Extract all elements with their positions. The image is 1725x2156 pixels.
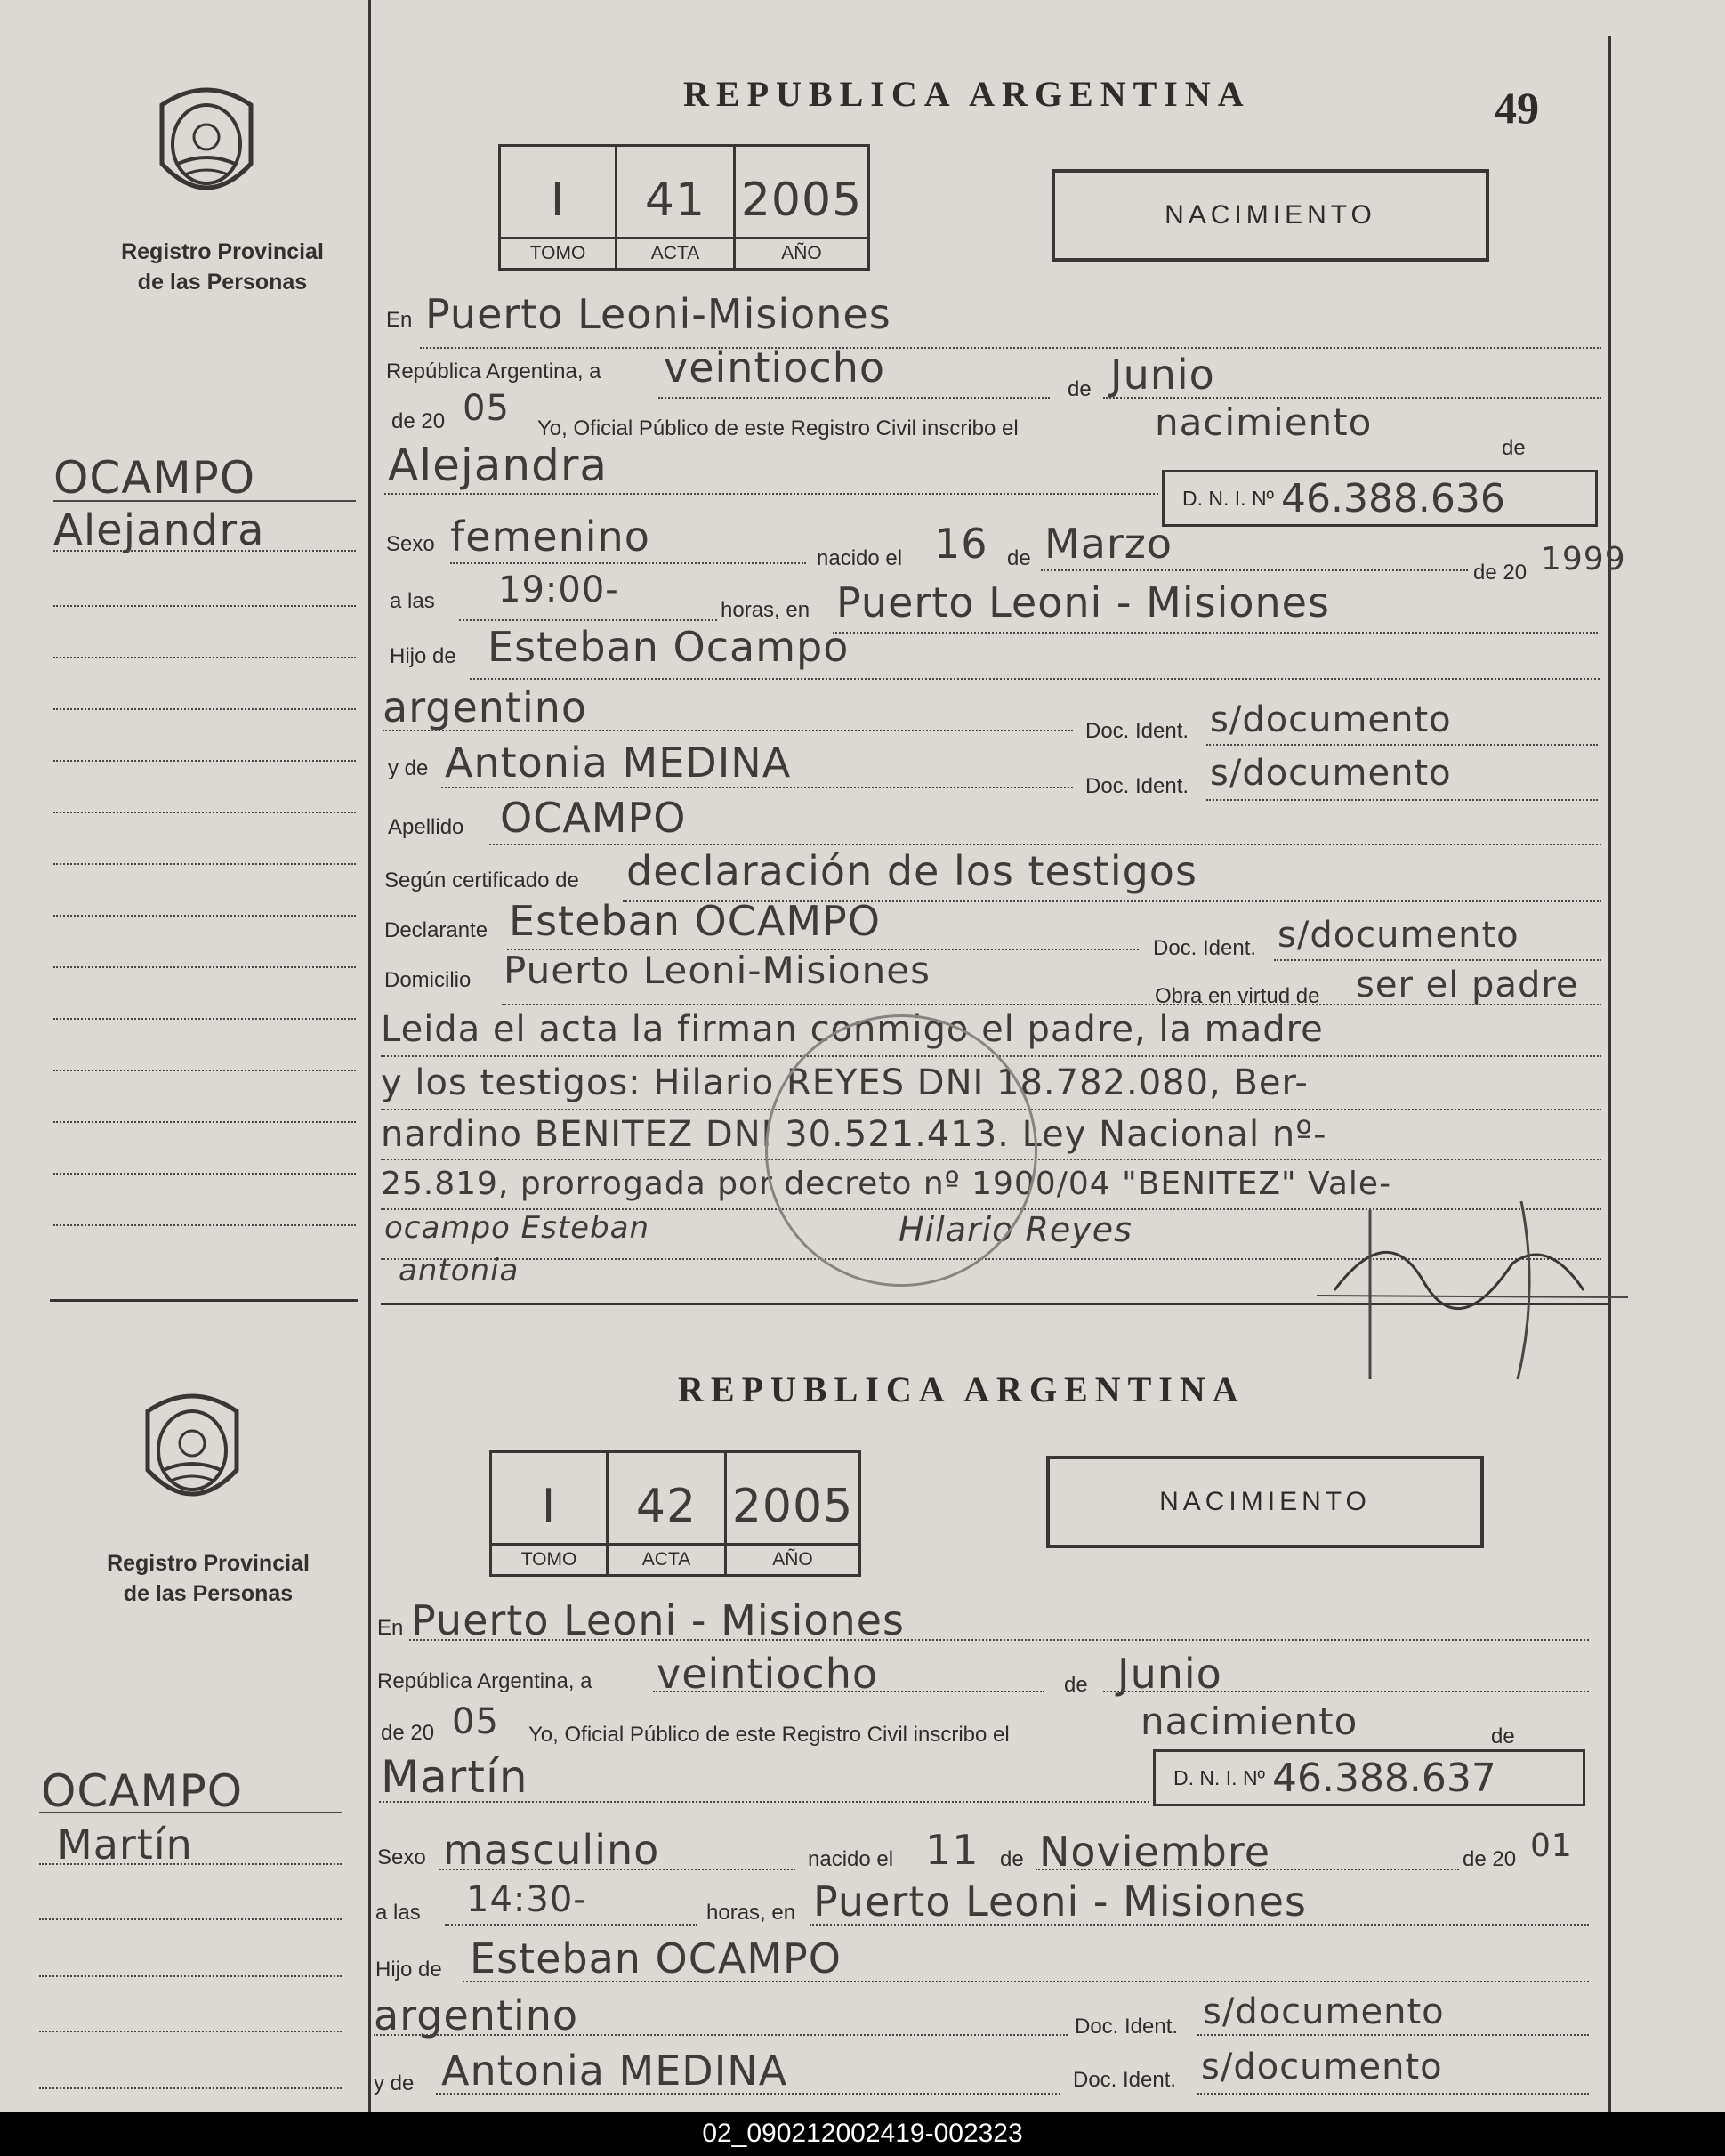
- page-number: 49: [1495, 83, 1539, 133]
- acta1-anio-suf: 05: [463, 388, 510, 429]
- acta1-tomo-acta-ano: I TOMO 41 ACTA 2005 AÑO: [498, 144, 870, 271]
- acta1-obs-line: Leida el acta la firman conmigo el padre, la madre: [381, 1009, 1324, 1050]
- acta2-acta: 42: [635, 1480, 697, 1533]
- signature-mother: antonia: [399, 1253, 520, 1288]
- acta1-obs-line: nardino BENITEZ DNI 30.521.413. Ley Nacional nº-: [381, 1114, 1327, 1155]
- acta2-anio-suf: 05: [452, 1701, 499, 1742]
- acta1-header: REPUBLICA ARGENTINA: [683, 74, 1251, 114]
- acta1-nac-anio: 1999: [1541, 541, 1626, 577]
- signature-witness: Hilario Reyes: [899, 1210, 1133, 1249]
- acta2-hora: 14:30-: [466, 1879, 587, 1920]
- acta1-padre-doc: s/documento: [1210, 699, 1452, 740]
- acta1-obs-line: y los testigos: Hilario REYES DNI 18.782.080, Ber-: [381, 1062, 1309, 1103]
- acta1-madre: Antonia MEDINA: [445, 739, 792, 787]
- acta1-nac-lugar: Puerto Leoni - Misiones: [836, 578, 1330, 626]
- acta1-apellido: OCAMPO: [500, 794, 687, 842]
- acta2-margin-apellido: OCAMPO: [41, 1765, 244, 1817]
- acta1-tomo: I: [550, 174, 566, 227]
- left-margin-rule: [368, 0, 371, 2112]
- acta1-nombre: Alejandra: [388, 440, 609, 491]
- acta1-certificado: declaración de los testigos: [626, 847, 1197, 895]
- registry-name: Registro Provincial de las Personas: [121, 239, 324, 295]
- acta1-obs-line: 25.819, prorrogada por decreto nº 1900/04 "BENITEZ" Vale-: [381, 1166, 1392, 1202]
- acta1-margin-nombre: Alejandra: [53, 505, 265, 555]
- acta2-dia: veintiocho: [657, 1650, 879, 1698]
- acta2-madre-doc: s/documento: [1201, 2047, 1443, 2087]
- acta2-tomo-acta-ano: I TOMO 42 ACTA 2005 AÑO: [489, 1450, 861, 1577]
- acta2-nac-anio: 01: [1530, 1828, 1573, 1864]
- acta2-header: REPUBLICA ARGENTINA: [678, 1369, 1245, 1409]
- acta1-type-box: NACIMIENTO: [1052, 169, 1489, 262]
- acta1-madre-doc: s/documento: [1210, 753, 1452, 794]
- acta2-type-box: NACIMIENTO: [1046, 1456, 1484, 1548]
- acta1-mes: Junio: [1110, 351, 1215, 399]
- acta2-padre-nac: argentino: [374, 1991, 579, 2039]
- acta2-nombre: Martín: [381, 1751, 528, 1803]
- acta1-inscribe: nacimiento: [1155, 400, 1373, 444]
- acta1-nac-dia: 16: [934, 520, 988, 568]
- acta1-padre: Esteban Ocampo: [488, 623, 850, 671]
- acta2-margin-nombre: Martín: [57, 1821, 193, 1869]
- acta2-dni-box: D. N. I. Nº 46.388.637: [1153, 1749, 1585, 1806]
- acta1-virtud: ser el padre: [1356, 965, 1579, 1005]
- acta1-dia: veintiocho: [664, 343, 886, 392]
- acta2-padre-doc: s/documento: [1203, 1991, 1445, 2032]
- acta1-hora: 19:00-: [498, 569, 619, 610]
- registry-name: Registro Provincial de las Personas: [107, 1551, 310, 1606]
- acta2-nac-lugar: Puerto Leoni - Misiones: [813, 1877, 1307, 1926]
- acta2-lugar: Puerto Leoni - Misiones: [411, 1596, 905, 1644]
- official-stamp-icon: [765, 1014, 1037, 1287]
- acta1-dni-box: D. N. I. Nº 46.388.636: [1162, 470, 1598, 527]
- acta1-decl-doc: s/documento: [1278, 915, 1519, 956]
- document-page: 49 Registro Provincial de las Personas REPUBLICA ARGENTINA I TOMO 41 ACTA 2005 AÑO NACIMIENTO En Puerto Leoni-Misiones República Argentina, a veintiocho de Junio de 20 05 Yo, Oficial Público de este Registro Civil inscribo el nacimiento de Alejandra D. N. I. Nº 46.388.636 Sexo femenino nacido el 16 de Marzo de 20 1999 a las 19:00- horas, en Puerto Leoni - Misiones Hijo de Esteban Ocampo argentino Doc. Ident. s/documento y de Antonia MEDINA Doc. Ident. s/documento Apellido OCAMPO Según certificado de declaración de los testigos Declarante Esteban OCAMPO Doc. Ident. s/documento Domicilio Puerto Leoni-Misiones Obra en virtud de ser el padre Leida el acta la firman conmigo el padre, la madre y los testigos: Hilario REYES DNI 18.782.080, Ber- nardino BENITEZ DNI 30.521.413. Ley Nacional nº- 25.819, prorrogada por decreto nº 1900/04 "BENITEZ" Vale- ocampo Esteban antonia Hilario Reyes OCAMPO Alejandra Registro Provincial de las Personas REPUBLICA ARGENTINA I TOMO 42 ACTA 2005 AÑO NACIMIENTO En Puerto Leoni - Misiones República Argentina, a veintiocho de Junio de 20 05 Yo, Oficial Público de este Registro Civil inscribo el nacimiento de Martín D. N. I. Nº 46.388.637 Sexo masculino nacido el 11 de Noviembre de 20 01 a las 14:30- horas, en Puerto Leoni - Misiones Hijo de Esteban OCAMPO argentino Doc. Ident. s/documento y de Antonia MEDINA Doc. Ident. s/documento OCAMPO Martín: [0, 0, 1725, 2112]
- acta1-acta: 41: [644, 174, 706, 227]
- official-signature-icon: [1317, 1183, 1637, 1397]
- acta1-padre-nac: argentino: [383, 683, 588, 731]
- scan-footer-code: 02_090212002419-002323: [0, 2112, 1725, 2156]
- acta1-ano: 2005: [740, 174, 863, 227]
- provincial-seal-icon: [135, 1385, 249, 1516]
- acta1-margin-apellido: OCAMPO: [53, 452, 256, 504]
- acta2-nac-mes: Noviembre: [1039, 1828, 1271, 1876]
- acta1-sexo: femenino: [450, 513, 650, 561]
- acta2-ano: 2005: [731, 1480, 854, 1533]
- acta2-madre: Antonia MEDINA: [441, 2047, 788, 2095]
- acta2-sexo: masculino: [443, 1826, 660, 1874]
- acta2-inscribe: nacimiento: [1141, 1700, 1358, 1743]
- acta1-nac-mes: Marzo: [1044, 520, 1173, 568]
- provincial-seal-icon: [149, 78, 263, 210]
- acta1-declarante: Esteban OCAMPO: [509, 897, 881, 945]
- acta2-padre: Esteban OCAMPO: [470, 1934, 842, 1982]
- right-margin-rule: [1608, 36, 1611, 2112]
- signature-father: ocampo Esteban: [384, 1210, 650, 1246]
- acta1-domicilio: Puerto Leoni-Misiones: [504, 949, 931, 992]
- acta1-dni: 46.388.636: [1280, 475, 1505, 521]
- acta2-nac-dia: 11: [925, 1826, 979, 1874]
- acta1-lugar: Puerto Leoni-Misiones: [425, 290, 891, 338]
- acta2-mes: Junio: [1117, 1650, 1222, 1698]
- acta2-dni: 46.388.637: [1271, 1755, 1496, 1801]
- acta2-tomo: I: [541, 1480, 557, 1533]
